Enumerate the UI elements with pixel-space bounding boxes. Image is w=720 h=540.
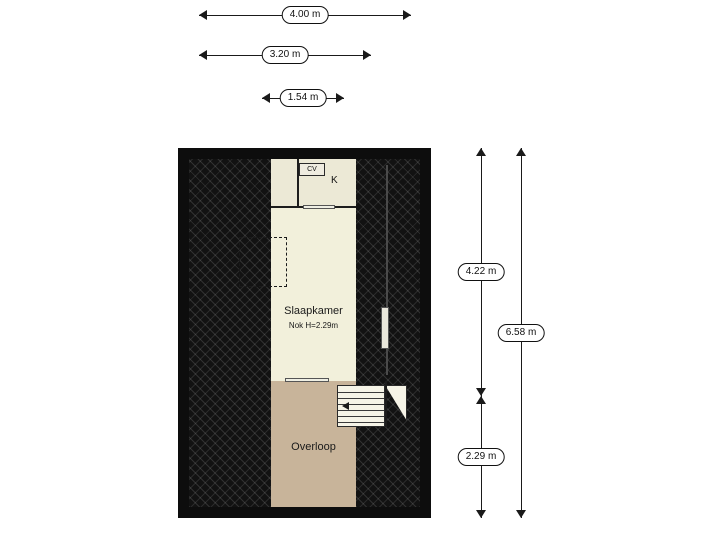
arrow-right-icon <box>403 10 411 20</box>
dimension-6-58m <box>505 148 537 518</box>
roof-slope-hatch-bottom-left <box>189 381 271 507</box>
staircase <box>337 385 385 427</box>
room-overloop-label: Overloop <box>291 441 336 453</box>
stair-direction-arrow-icon <box>342 402 349 410</box>
label-cv: CV <box>299 163 325 176</box>
dimension-label: 4.22 m <box>458 263 505 281</box>
dimension-label: 6.58 m <box>498 324 545 342</box>
arrow-down-icon <box>516 510 526 518</box>
arrow-down-icon <box>476 510 486 518</box>
dimension-4-00m <box>199 6 411 24</box>
dimension-2-29m <box>465 396 497 518</box>
label-kitchen: K <box>331 175 338 186</box>
stair-tread <box>338 410 384 411</box>
window-mark-right <box>381 307 389 349</box>
dimension-label: 3.20 m <box>262 46 309 64</box>
floor-plan-interior <box>189 159 420 507</box>
stair-tread <box>338 416 384 417</box>
arrow-right-icon <box>336 93 344 103</box>
dimension-label: 2.29 m <box>458 448 505 466</box>
wall-stair-side <box>385 381 387 427</box>
arrow-left-icon <box>262 93 270 103</box>
arrow-left-icon <box>199 10 207 20</box>
roof-opening-dashed <box>239 237 287 287</box>
arrow-up-icon <box>516 148 526 156</box>
floor-plan-outline <box>178 148 431 518</box>
dimension-label: 1.54 m <box>280 89 327 107</box>
arrow-right-icon <box>363 50 371 60</box>
arrow-left-icon <box>199 50 207 60</box>
arrow-down-icon <box>476 388 486 396</box>
door-threshold <box>285 378 329 382</box>
room-slaapkamer-label: Slaapkamer <box>284 305 343 317</box>
dimension-3-20m <box>199 46 371 64</box>
arrow-up-icon <box>476 148 486 156</box>
arrow-up-icon <box>476 396 486 404</box>
stair-tread <box>338 422 384 423</box>
window-mark-top <box>303 205 335 209</box>
dimension-1-54m <box>262 89 344 107</box>
room-slaapkamer-height: Nok H=2.29m <box>288 321 339 330</box>
stair-tread <box>338 392 384 393</box>
dimension-4-22m <box>465 148 497 396</box>
stair-tread <box>338 398 384 399</box>
dimension-label: 4.00 m <box>282 6 329 24</box>
